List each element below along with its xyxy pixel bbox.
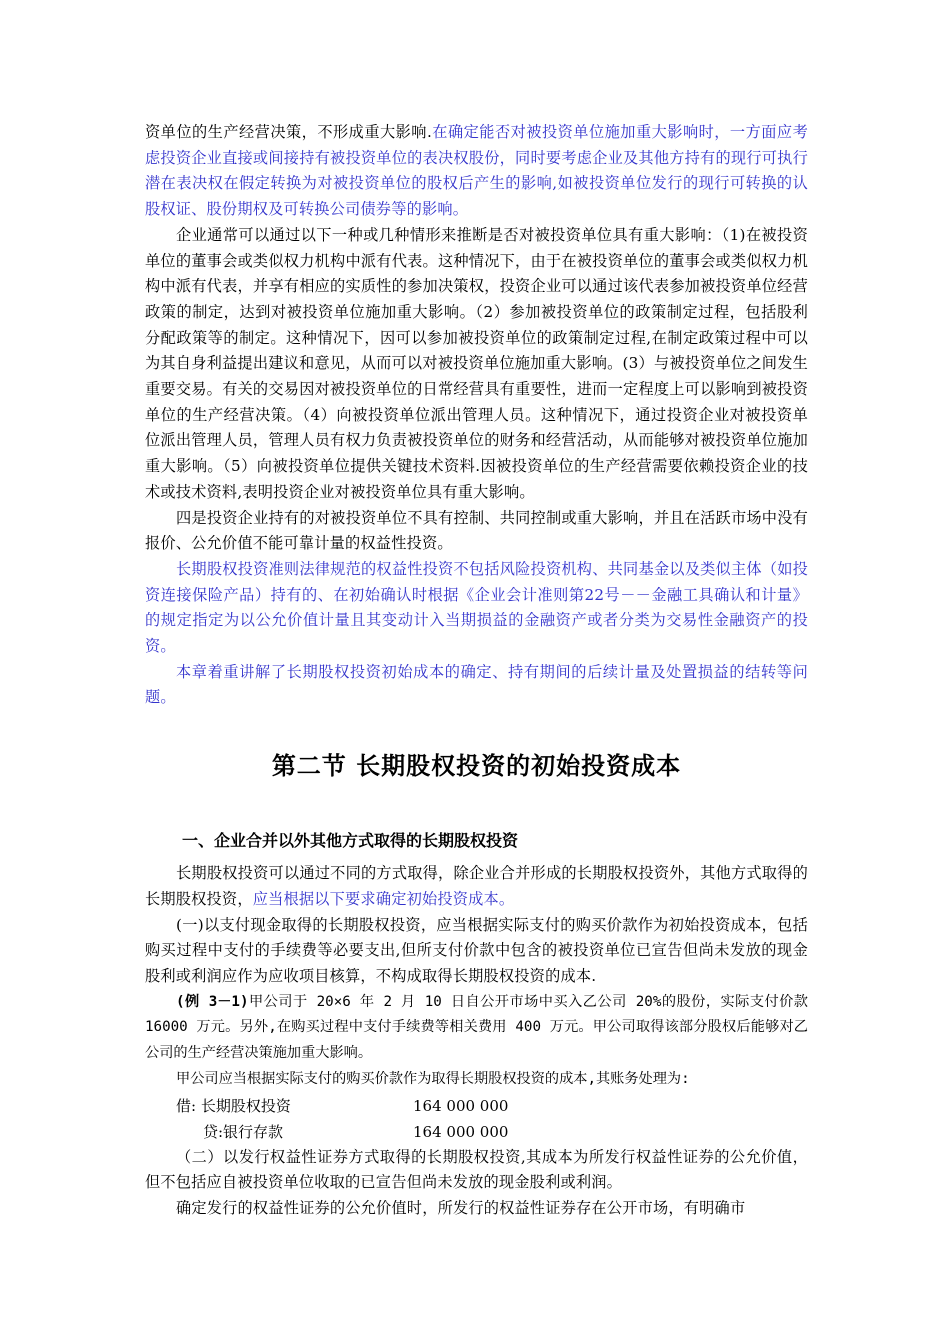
credit-amount: 164 000 000 xyxy=(413,1122,509,1141)
journal-debit-row xyxy=(145,1093,808,1119)
debit-amount: 164 000 000 xyxy=(413,1096,509,1115)
paragraph-equity-securities: （二）以发行权益性证券方式取得的长期股权投资,其成本为所发行权益性证券的公允价值，但不包括应自被投资单位收取的已宣告但尚未发放的现金股利或利润。 xyxy=(145,1147,808,1192)
highlighted-text: 应当根据以下要求确定初始投资成本。 xyxy=(252,889,515,908)
paragraph-significant-influence-cases: 企业通常可以通过以下一种或几种情形来推断是否对被投资单位具有重大影响：（1)在被投资单位的董事会或类似权力机构中派有代表。这种情况下，由于在被投资单位的董事会或类似权力机构中派有代表，并享有相应的实质性的参加决策权，投资企业可以通过该代表参加被投资单位经营政策的制定，达到对被投资单位施加重大影响。（2）参加被投资单位的政策制定过程，包括股利分配政策等的制定。这种情况下，因可以参加被投资单位的政策制定过程,在制定政策过程中可以为其自身利益提出建议和意见，从而可以对被投资单位施加重大影响。(3）与被投资单位之间发生重要交易。有关的交易因对被投资单位的日常经营具有重要性，进而一定程度上可以影响到被投资单位的生产经营决策。（4）向被投资单位派出管理人员。这种情况下，通过投资企业对被投资单位派出管理人员，管理人员有权力负责被投资单位的财务和经营活动，从而能够对被投资单位施加重大影响。（5）向被投资单位提供关键技术资料.因被投资单位的生产经营需要依赖投资企业的技术或技术资料,表明投资企业对被投资单位具有重大影响。 xyxy=(145,225,808,501)
paragraph-text: 长期股权投资可以通过不同的方式取得，除企业合并形成的长期股权投资外，其他方式取得的长期股权投资， xyxy=(145,864,808,908)
paragraph-acquisition-methods xyxy=(145,861,808,912)
example-label: (例 3－1) xyxy=(176,993,249,1010)
paragraph-fair-value: 确定发行的权益性证券的公允价值时，所发行的权益性证券存在公开市场，有明确市 xyxy=(176,1198,746,1217)
section-title: 第二节 长期股权投资的初始投资成本 xyxy=(271,752,682,781)
debit-label: 借: 长期股权投资 xyxy=(176,1096,291,1115)
example-3-1 xyxy=(145,990,808,1067)
credit-label: 贷:银行存款 xyxy=(203,1122,284,1141)
journal-credit-row xyxy=(145,1119,808,1145)
subsection-title: 一、企业合并以外其他方式取得的长期股权投资 xyxy=(182,831,519,851)
example-treatment: 甲公司应当根据实际支付的购买价款作为取得长期股权投资的成本,其账务处理为: xyxy=(176,1070,690,1087)
paragraph-influence xyxy=(145,120,808,223)
paragraph-cash-acquisition: (一)以支付现金取得的长期股权投资，应当根据实际支付的购买价款作为初始投资成本，包括购买过程中支付的手续费等必要支出,但所支付价款中包含的被投资单位已宣告但尚未发放的现金股利或利润应作为应收项目核算，不构成取得长期股权投资的成本. xyxy=(145,915,808,985)
paragraph-text: 资单位的生产经营决策，不形成重大影响. xyxy=(145,123,433,141)
example-text: 甲公司于 20×6 年 2 月 10 日自公开市场中买入乙公司 20%的股份，实际支付价款 16000 万元。另外,在购买过程中支付手续费等相关费用 400 万元。甲公司取得该部分股权后能够对乙公司的生产经营决策施加重大影响。 xyxy=(145,993,808,1062)
paragraph-chapter-focus: 本章着重讲解了长期股权投资初始成本的确定、持有期间的后续计量及处置损益的结转等问题。 xyxy=(145,662,808,707)
paragraph-fourth-category: 四是投资企业持有的对被投资单位不具有控制、共同控制或重大影响，并且在活跃市场中没有报价、公允价值不能可靠计量的权益性投资。 xyxy=(145,508,808,553)
highlighted-text: 在确定能否对被投资单位施加重大影响时，一方面应考虑投资企业直接或间接持有被投资单位的表决权股份，同时要考虑企业及其他方持有的现行可执行潜在表决权在假定转换为对被投资单位的股权后产生的影响,如被投资单位发行的现行可转换的认股权证、股份期权及可转换公司债券等的影响。 xyxy=(145,123,808,219)
document-page xyxy=(145,120,808,1222)
paragraph-scope-exclusion: 长期股权投资准则法律规范的权益性投资不包括风险投资机构、共同基金以及类似主体（如投资连接保险产品）持有的、在初始确认时根据《企业会计准则第22号－－金融工具确认和计量》的规定指定为以公允价值计量且其变动计入当期损益的金融资产或者分类为交易性金融资产的投资。 xyxy=(145,559,808,656)
